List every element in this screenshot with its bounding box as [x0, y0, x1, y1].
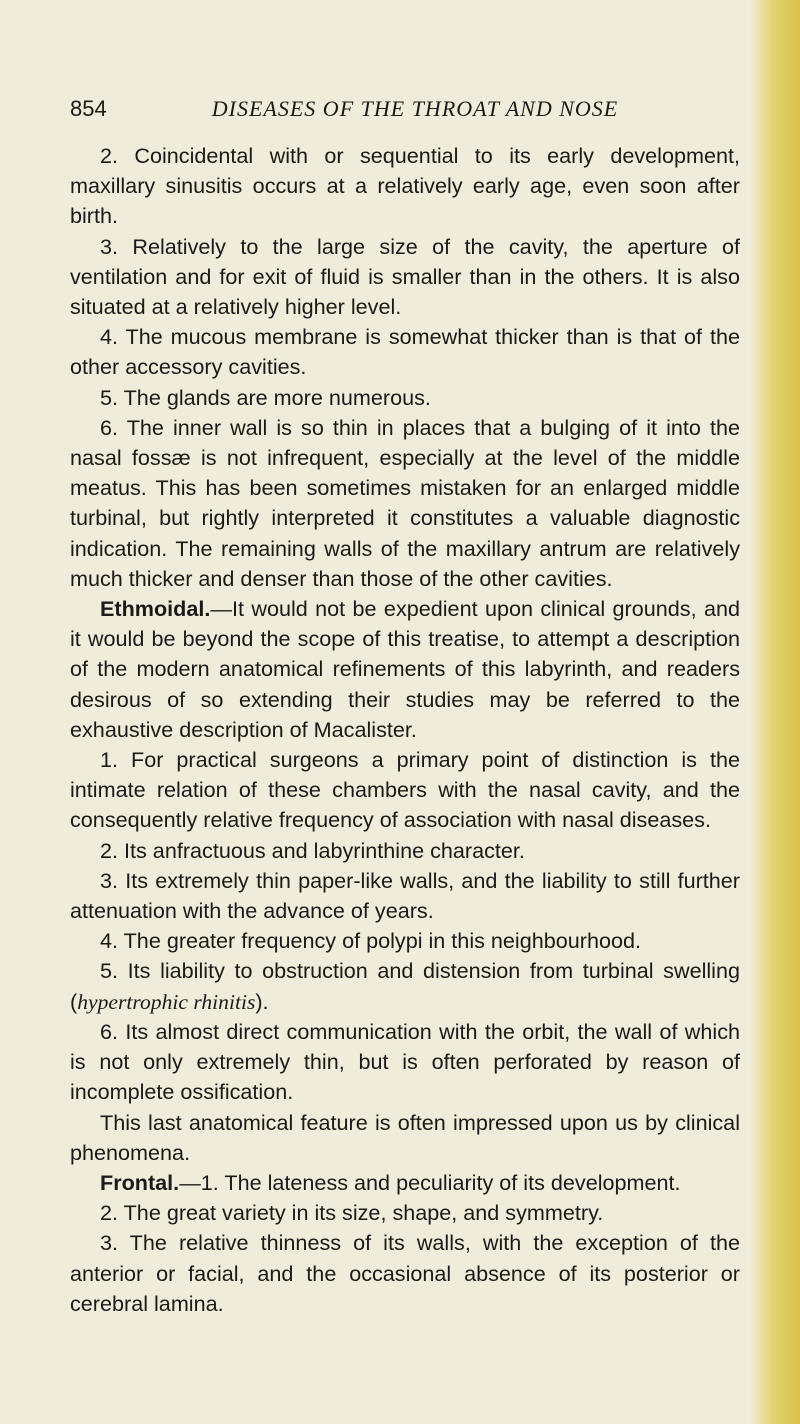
- maxillary-point-4: 4. The mucous membrane is somewhat thicker than is that of the other accessory cavities.: [70, 324, 740, 380]
- body-text: [70, 141, 740, 1319]
- ethmoidal-point-3: 3. Its extremely thin paper-like walls, and the liability to still further attenuation with the advance of years.: [70, 867, 740, 924]
- page-edge-discoloration: [750, 0, 800, 1424]
- frontal-point-1: —1. The lateness and peculiarity of its development.: [179, 1169, 681, 1195]
- ethmoidal-point-5-end: ).: [255, 988, 269, 1014]
- ethmoidal-point-5-italic: hypertrophic rhinitis: [77, 989, 256, 1014]
- ethmoidal-intro-text: —It would not be expedient upon clinical grounds, and it would be beyond the scope of this treatise, to attempt a description of the modern anatomical refinements of this labyrinth, and readers desirous of so extending their studies may be referred to the exhaustive description of Macalister.: [70, 596, 740, 742]
- ethmoidal-point-1: 1. For practical surgeons a primary point of distinction is the intimate relation of these chambers with the nasal cavity, and the consequently relative frequency of association with nasal diseases.: [70, 747, 740, 833]
- maxillary-point-3: 3. Relatively to the large size of the cavity, the aperture of ventilation and for exit of fluid is smaller than in the others. It is also situated at a relatively higher level.: [70, 233, 740, 320]
- frontal-point-2: 2. The great variety in its size, shape, and symmetry.: [100, 1200, 604, 1226]
- maxillary-point-6: 6. The inner wall is so thin in places that a bulging of it into the nasal fossæ is not infrequent, especially at the level of the middle meatus. This has been sometimes mistaken for an enlarged middle turbinal, but rightly interpreted it constitutes a valuable diagnostic indication. The remaining walls of the maxillary antrum are relatively much thicker and denser than those of the other cavities.: [70, 414, 740, 591]
- frontal-heading: Frontal.: [100, 1169, 180, 1195]
- ethmoidal-heading: Ethmoidal.: [100, 596, 211, 622]
- frontal-intro: [70, 1168, 740, 1198]
- running-title: DISEASES OF THE THROAT AND NOSE: [211, 96, 619, 121]
- maxillary-point-2: 2. Coincidental with or sequential to its early development, maxillary sinusitis occurs at a relatively early age, even soon after birth.: [70, 143, 740, 229]
- ethmoidal-point-5: [70, 956, 740, 1016]
- page-number: 854: [70, 96, 107, 121]
- ethmoidal-point-5-text: 5. Its liability to obstruction and distension from turbinal swelling (: [70, 958, 740, 1014]
- ethmoidal-point-4: 4. The greater frequency of polypi in this neighbourhood.: [100, 928, 642, 954]
- ethmoidal-note: This last anatomical feature is often impressed upon us by clinical phenomena.: [70, 1109, 740, 1165]
- ethmoidal-intro: [70, 594, 740, 745]
- frontal-point-3: 3. The relative thinness of its walls, with the exception of the anterior or facial, and the occasional absence of its posterior or cerebral lamina.: [70, 1230, 740, 1316]
- page-header: [70, 96, 740, 126]
- maxillary-point-5: 5. The glands are more numerous.: [100, 384, 431, 410]
- ethmoidal-point-6: 6. Its almost direct communication with the orbit, the wall of which is not only extremely thin, but is often perforated by reason of incomplete ossification.: [70, 1018, 740, 1105]
- ethmoidal-point-2: 2. Its anfractuous and labyrinthine character.: [100, 837, 525, 863]
